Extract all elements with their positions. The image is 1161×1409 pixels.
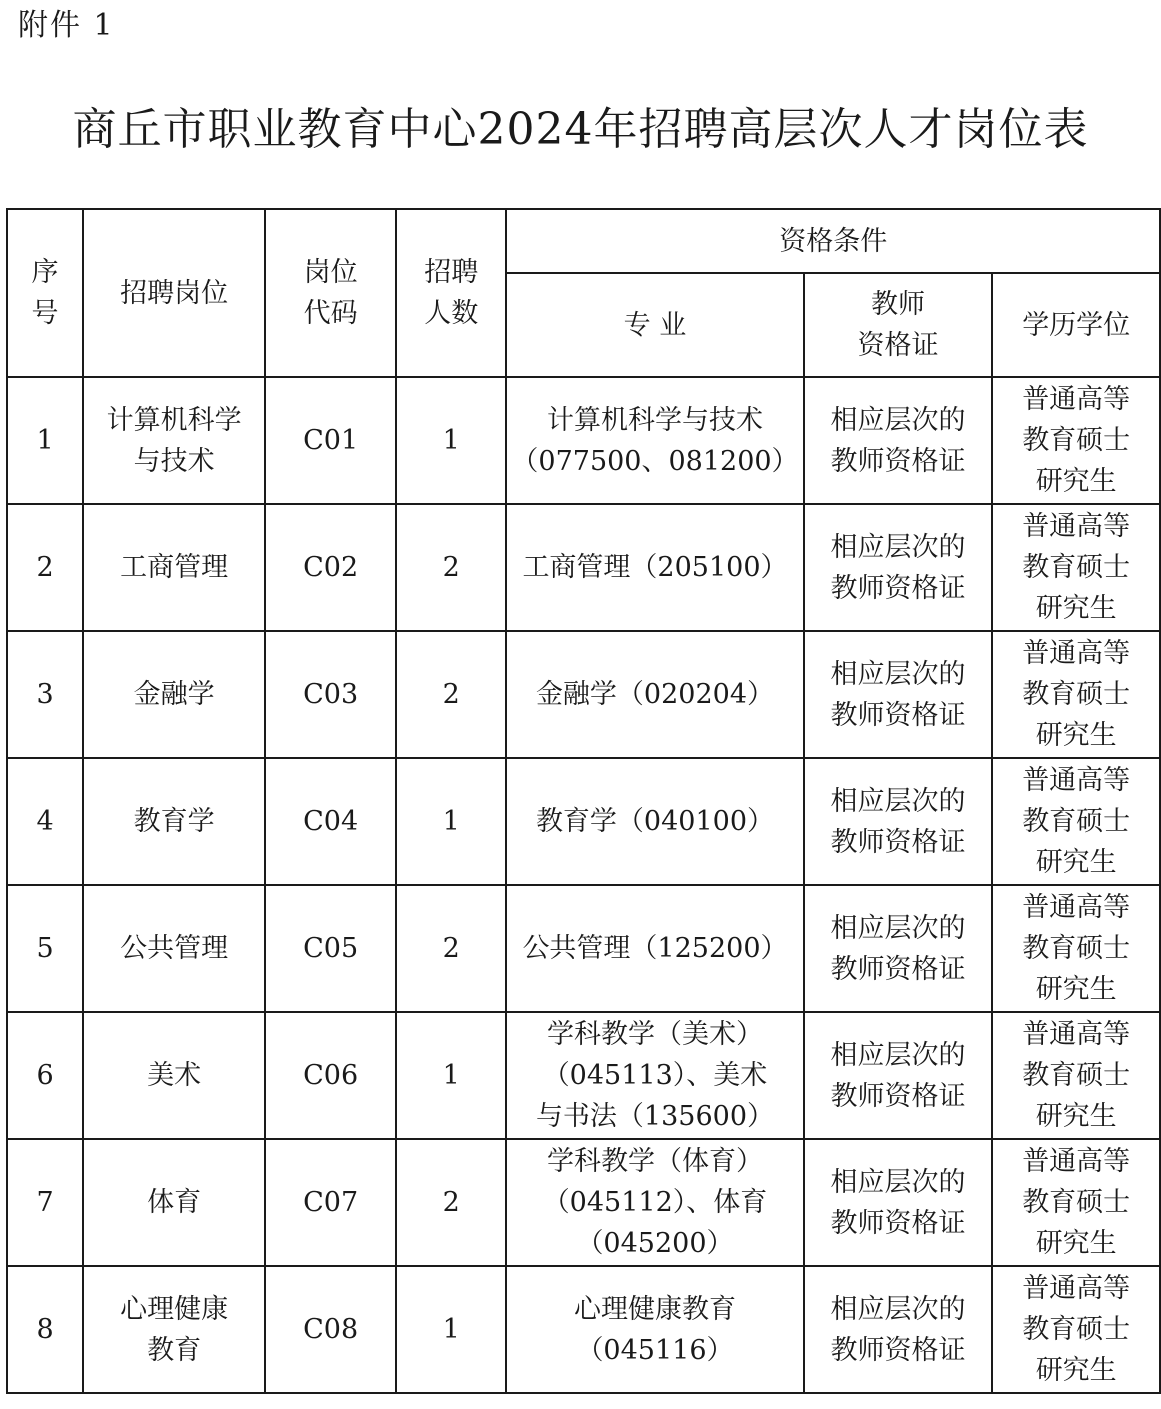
- cell-count: [396, 1266, 506, 1393]
- header-code: [265, 209, 396, 377]
- cell-seq-value: 6: [36, 1060, 54, 1091]
- header-code-line: 岗位: [303, 257, 358, 288]
- cell-degree-line: 教育硕士: [1022, 806, 1131, 837]
- cell-degree-line: 普通高等: [1022, 638, 1131, 669]
- cell-certificate-line: 教师资格证: [830, 826, 966, 858]
- header-position-label: 招聘岗位: [120, 277, 229, 309]
- header-seq-line: 号: [31, 298, 59, 329]
- cell-certificate: [804, 631, 993, 758]
- cell-seq-value: 5: [36, 933, 54, 964]
- cell-major: [506, 1139, 803, 1266]
- cell-code: [265, 885, 396, 1012]
- cell-certificate-line: 相应层次的: [830, 785, 966, 817]
- cell-major-line: 学科教学（美术）: [546, 1019, 763, 1050]
- table-row: [7, 758, 1160, 885]
- cell-certificate: [804, 1139, 993, 1266]
- cell-code-value: C07: [303, 1187, 359, 1218]
- cell-code: [265, 1139, 396, 1266]
- cell-certificate-line: 相应层次的: [830, 1293, 966, 1325]
- cell-count: [396, 631, 506, 758]
- header-seq: [7, 209, 83, 377]
- cell-degree-line: 普通高等: [1022, 1273, 1131, 1304]
- cell-degree-line: 教育硕士: [1022, 1060, 1131, 1091]
- cell-count-value: 1: [442, 1060, 460, 1091]
- cell-code: [265, 758, 396, 885]
- cell-degree-line: 普通高等: [1022, 1146, 1131, 1177]
- table-row: [7, 377, 1160, 504]
- cell-seq: [7, 504, 83, 631]
- header-major-label: 专 业: [623, 309, 687, 341]
- header-count: [396, 209, 506, 377]
- cell-code-value: C05: [303, 933, 359, 964]
- cell-seq: [7, 1266, 83, 1393]
- header-seq-line: 序: [31, 257, 59, 288]
- cell-certificate-line: 相应层次的: [830, 404, 966, 436]
- cell-position-line: 与技术: [133, 445, 215, 477]
- cell-major-line: 工商管理（205100）: [522, 552, 788, 583]
- cell-seq-value: 4: [36, 806, 54, 837]
- cell-code-value: C02: [303, 552, 359, 583]
- positions-table: [6, 208, 1161, 1394]
- cell-certificate-line: 教师资格证: [830, 953, 966, 985]
- cell-degree-line: 普通高等: [1022, 511, 1131, 542]
- cell-count: [396, 504, 506, 631]
- cell-seq-value: 2: [36, 552, 54, 583]
- cell-count: [396, 1012, 506, 1139]
- cell-major-line: 学科教学（体育）: [546, 1146, 763, 1177]
- cell-certificate: [804, 1012, 993, 1139]
- table-row: [7, 885, 1160, 1012]
- cell-major: [506, 631, 803, 758]
- cell-degree: [992, 1012, 1160, 1139]
- cell-seq: [7, 377, 83, 504]
- header-certificate-line: 资格证: [857, 330, 939, 361]
- cell-code: [265, 1012, 396, 1139]
- header-degree: [992, 273, 1160, 377]
- cell-certificate-line: 教师资格证: [830, 699, 966, 731]
- cell-degree: [992, 885, 1160, 1012]
- cell-certificate-line: 相应层次的: [830, 531, 966, 563]
- cell-position: [83, 377, 265, 504]
- cell-certificate: [804, 758, 993, 885]
- cell-code: [265, 631, 396, 758]
- header-certificate: [804, 273, 993, 377]
- cell-certificate: [804, 885, 993, 1012]
- cell-major-line: （045116）: [576, 1334, 734, 1366]
- header-degree-label: 学历学位: [1022, 309, 1131, 341]
- cell-count: [396, 758, 506, 885]
- cell-seq: [7, 631, 83, 758]
- cell-certificate-line: 教师资格证: [830, 572, 966, 604]
- cell-degree-line: 普通高等: [1022, 892, 1131, 923]
- cell-seq-value: 3: [36, 679, 54, 710]
- cell-certificate-line: 相应层次的: [830, 658, 966, 690]
- cell-certificate-line: 教师资格证: [830, 1080, 966, 1112]
- cell-count-value: 2: [442, 552, 460, 583]
- cell-seq-value: 7: [36, 1187, 54, 1218]
- cell-certificate-line: 相应层次的: [830, 912, 966, 944]
- cell-degree-line: 教育硕士: [1022, 679, 1131, 710]
- cell-seq: [7, 885, 83, 1012]
- cell-certificate: [804, 377, 993, 504]
- cell-position-line: 金融学: [133, 679, 215, 710]
- header-certificate-line: 教师: [870, 289, 925, 320]
- cell-major-line: （045200）: [576, 1228, 734, 1259]
- cell-major-line: （077500、081200）: [511, 445, 799, 477]
- cell-position-line: 教育学: [133, 806, 215, 837]
- cell-degree-line: 研究生: [1035, 593, 1117, 624]
- cell-position-line: 教育: [147, 1334, 202, 1366]
- cell-position-line: 心理健康: [120, 1293, 229, 1325]
- header-position: [83, 209, 265, 377]
- cell-code-value: C04: [303, 806, 359, 837]
- header-major: [506, 273, 803, 377]
- cell-major-line: 公共管理（125200）: [522, 933, 788, 964]
- cell-degree-line: 教育硕士: [1022, 425, 1131, 456]
- cell-degree-line: 教育硕士: [1022, 1187, 1131, 1218]
- page-title: 商丘市职业教育中心2024年招聘高层次人才岗位表: [72, 104, 1089, 155]
- table-row: [7, 1012, 1160, 1139]
- cell-certificate-line: 教师资格证: [830, 1207, 966, 1239]
- cell-position: [83, 1139, 265, 1266]
- cell-certificate: [804, 504, 993, 631]
- cell-degree: [992, 1266, 1160, 1393]
- cell-seq-value: 8: [36, 1314, 54, 1345]
- cell-major-line: 金融学（020204）: [535, 679, 775, 710]
- attachment-label: 附件 1: [18, 8, 115, 43]
- cell-certificate-line: 教师资格证: [830, 1334, 966, 1366]
- cell-certificate: [804, 1266, 993, 1393]
- cell-seq: [7, 1012, 83, 1139]
- cell-degree-line: 研究生: [1035, 1101, 1117, 1132]
- cell-degree-line: 研究生: [1035, 847, 1117, 878]
- cell-degree-line: 教育硕士: [1022, 933, 1131, 964]
- header-code-line: 代码: [303, 298, 358, 329]
- header-count-line: 人数: [424, 298, 479, 329]
- cell-position: [83, 504, 265, 631]
- cell-degree-line: 研究生: [1035, 1228, 1117, 1259]
- cell-degree-line: 研究生: [1035, 720, 1117, 751]
- cell-count-value: 1: [442, 806, 460, 837]
- cell-code-value: C06: [303, 1060, 359, 1091]
- cell-degree: [992, 504, 1160, 631]
- cell-count-value: 1: [442, 1314, 460, 1345]
- cell-major-line: 心理健康教育: [573, 1293, 736, 1325]
- cell-position: [83, 758, 265, 885]
- cell-count-value: 2: [442, 1187, 460, 1218]
- cell-count: [396, 1139, 506, 1266]
- cell-code: [265, 504, 396, 631]
- cell-major-line: 教育学（040100）: [535, 806, 775, 837]
- cell-degree: [992, 758, 1160, 885]
- table-row: [7, 504, 1160, 631]
- cell-seq: [7, 758, 83, 885]
- cell-degree: [992, 1139, 1160, 1266]
- cell-position: [83, 885, 265, 1012]
- cell-certificate-line: 相应层次的: [830, 1166, 966, 1198]
- cell-degree-line: 研究生: [1035, 1355, 1117, 1386]
- cell-position-line: 公共管理: [120, 933, 229, 964]
- cell-degree-line: 研究生: [1035, 466, 1117, 497]
- cell-major: [506, 885, 803, 1012]
- cell-position-line: 体育: [147, 1187, 202, 1218]
- cell-major: [506, 1266, 803, 1393]
- table-row: [7, 1266, 1160, 1393]
- cell-position: [83, 1266, 265, 1393]
- cell-major-line: 与书法（135600）: [535, 1101, 775, 1132]
- cell-code: [265, 1266, 396, 1393]
- cell-count: [396, 885, 506, 1012]
- cell-position: [83, 631, 265, 758]
- header-count-line: 招聘: [424, 257, 479, 288]
- table-row: [7, 631, 1160, 758]
- cell-count-value: 2: [442, 679, 460, 710]
- header-qualifications-label: 资格条件: [779, 225, 888, 257]
- cell-major: [506, 504, 803, 631]
- cell-seq-value: 1: [36, 425, 54, 456]
- cell-degree-line: 教育硕士: [1022, 552, 1131, 583]
- cell-degree-line: 普通高等: [1022, 1019, 1131, 1050]
- cell-code-value: C01: [303, 425, 359, 456]
- header-qualifications: [506, 209, 1160, 273]
- cell-major-line: 计算机科学与技术: [546, 404, 763, 436]
- cell-position-line: 工商管理: [120, 552, 229, 583]
- cell-certificate-line: 相应层次的: [830, 1039, 966, 1071]
- cell-degree-line: 普通高等: [1022, 765, 1131, 796]
- cell-count-value: 1: [442, 425, 460, 456]
- cell-degree: [992, 631, 1160, 758]
- cell-seq: [7, 1139, 83, 1266]
- cell-code: [265, 377, 396, 504]
- cell-degree-line: 普通高等: [1022, 384, 1131, 415]
- cell-degree-line: 教育硕士: [1022, 1314, 1131, 1345]
- cell-position-line: 计算机科学: [106, 404, 242, 436]
- cell-major-line: （045112）、体育: [542, 1187, 768, 1218]
- cell-major: [506, 377, 803, 504]
- table-row: [7, 1139, 1160, 1266]
- cell-count-value: 2: [442, 933, 460, 964]
- cell-degree-line: 研究生: [1035, 974, 1117, 1005]
- cell-certificate-line: 教师资格证: [830, 445, 966, 477]
- cell-position: [83, 1012, 265, 1139]
- cell-degree: [992, 377, 1160, 504]
- cell-code-value: C03: [303, 679, 359, 710]
- cell-position-line: 美术: [147, 1060, 202, 1091]
- cell-major: [506, 1012, 803, 1139]
- cell-count: [396, 377, 506, 504]
- cell-major: [506, 758, 803, 885]
- cell-major-line: （045113）、美术: [542, 1060, 768, 1091]
- cell-code-value: C08: [303, 1314, 359, 1345]
